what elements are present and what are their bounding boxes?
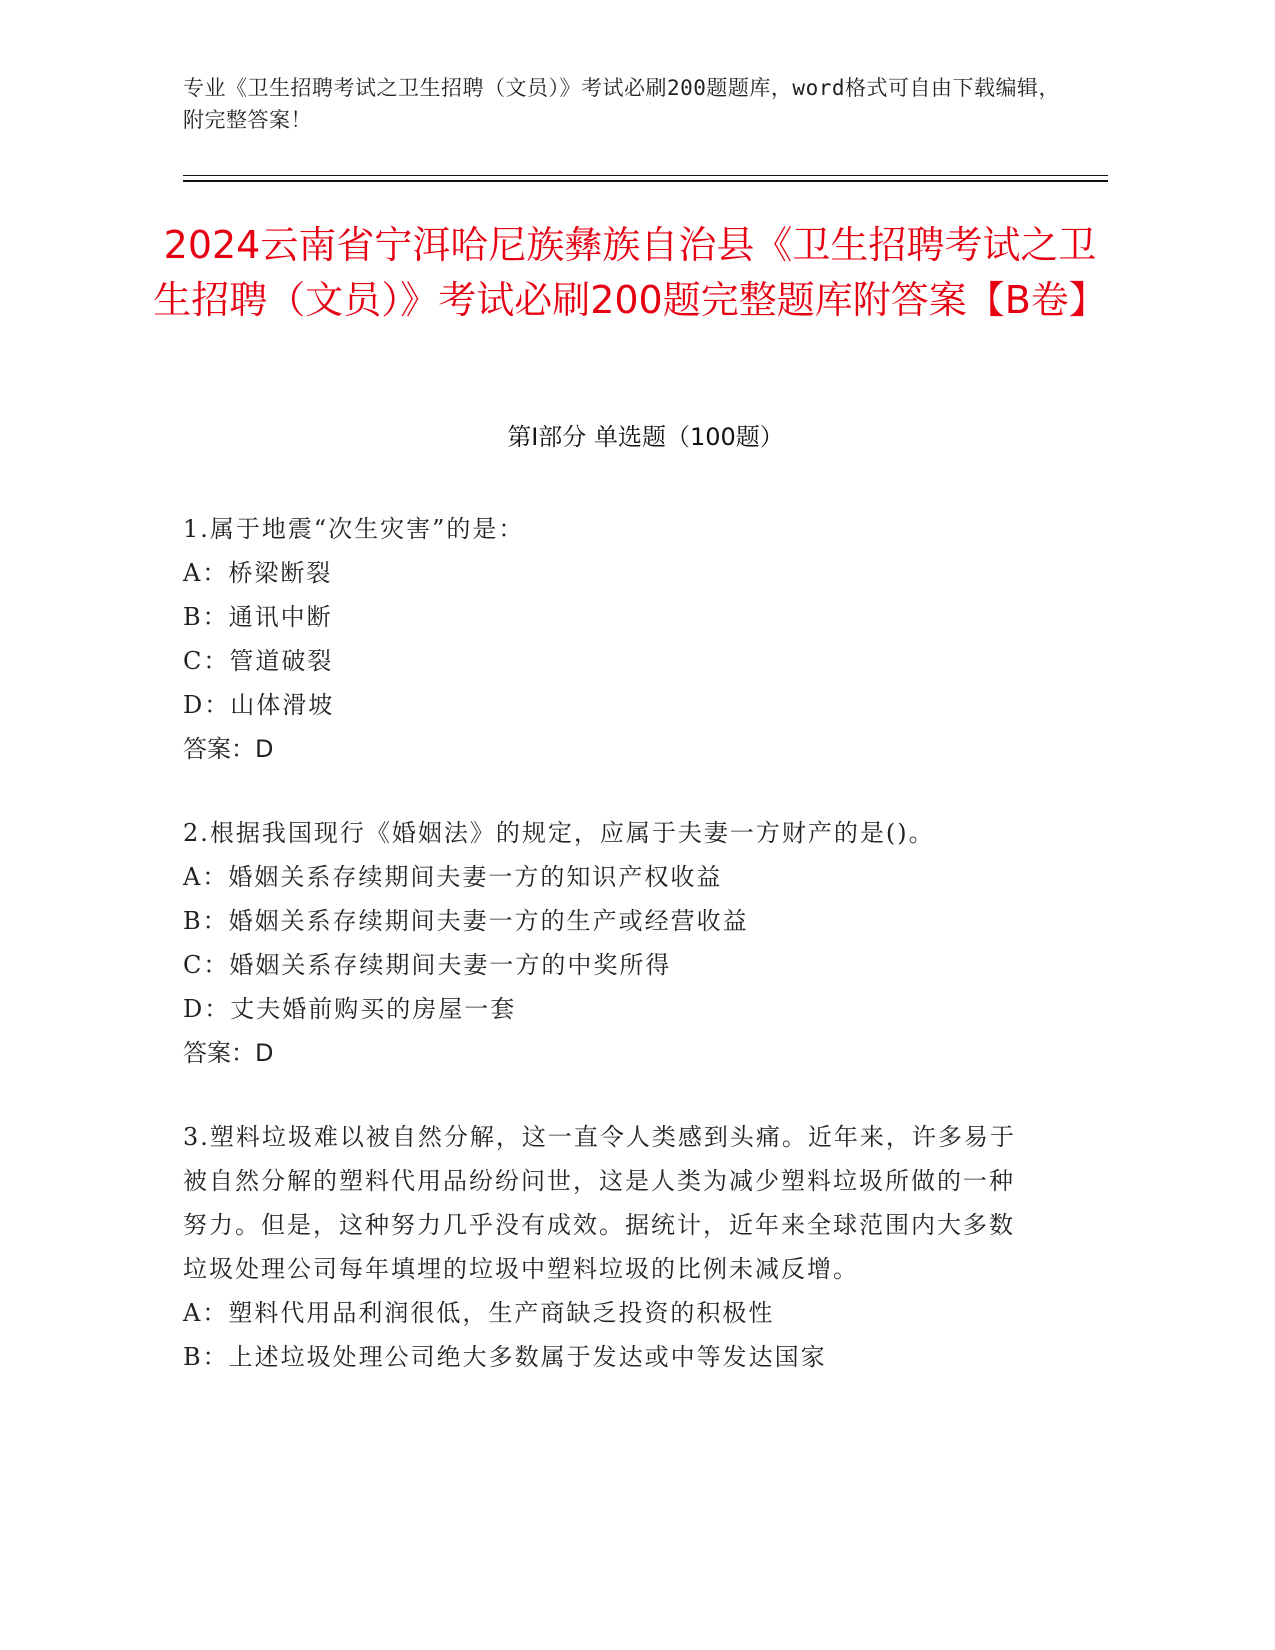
option-a: A：塑料代用品利润很低，生产商缺乏投资的积极性 xyxy=(183,1299,775,1327)
option-b: B：上述垃圾处理公司绝大多数属于发达或中等发达国家 xyxy=(183,1343,827,1371)
header-divider-thick xyxy=(183,180,1108,182)
question-stem: 2.根据我国现行《婚姻法》的规定，应属于夫妻一方财产的是()。 xyxy=(183,819,935,847)
document-title: 2024云南省宁洱哈尼族彝族自治县《卫生招聘考试之卫生招聘（文员）》考试必刷200题完整题库附答案【B卷】 xyxy=(153,223,1107,322)
question-1 xyxy=(183,507,1033,771)
answer-line: 答案：D xyxy=(183,735,274,763)
option-c: C：婚姻关系存续期间夫妻一方的中奖所得 xyxy=(183,951,672,979)
question-stem: 3.塑料垃圾难以被自然分解，这一直令人类感到头痛。近年来，许多易于被自然分解的塑料代用品纷纷问世，这是人类为减少塑料垃圾所做的一种努力。但是，这种努力几乎没有成效。据统计，近年来全球范围内大多数垃圾处理公司每年填埋的垃圾中塑料垃圾的比例未减反增。 xyxy=(183,1123,1016,1283)
section-heading: 第Ⅰ部分 单选题（100题） xyxy=(507,423,784,451)
option-c: C：管道破裂 xyxy=(183,647,334,675)
header-divider-thin xyxy=(183,175,1108,176)
option-d: D：丈夫婚前购买的房屋一套 xyxy=(183,995,517,1023)
option-b: B：婚姻关系存续期间夫妻一方的生产或经营收益 xyxy=(183,907,749,935)
question-3 xyxy=(183,1115,1033,1379)
question-2 xyxy=(183,811,1033,1075)
question-list xyxy=(183,507,1033,1419)
question-stem: 1.属于地震“次生灾害”的是： xyxy=(183,515,525,543)
option-a: A：婚姻关系存续期间夫妻一方的知识产权收益 xyxy=(183,863,723,891)
option-d: D：山体滑坡 xyxy=(183,691,335,719)
header-note: 专业《卫生招聘考试之卫生招聘（文员）》考试必刷200题题库，word格式可自由下载编辑，附完整答案！ xyxy=(183,76,1060,132)
option-b: B：通讯中断 xyxy=(183,603,333,631)
answer-line: 答案：D xyxy=(183,1039,274,1067)
option-a: A：桥梁断裂 xyxy=(183,559,333,587)
